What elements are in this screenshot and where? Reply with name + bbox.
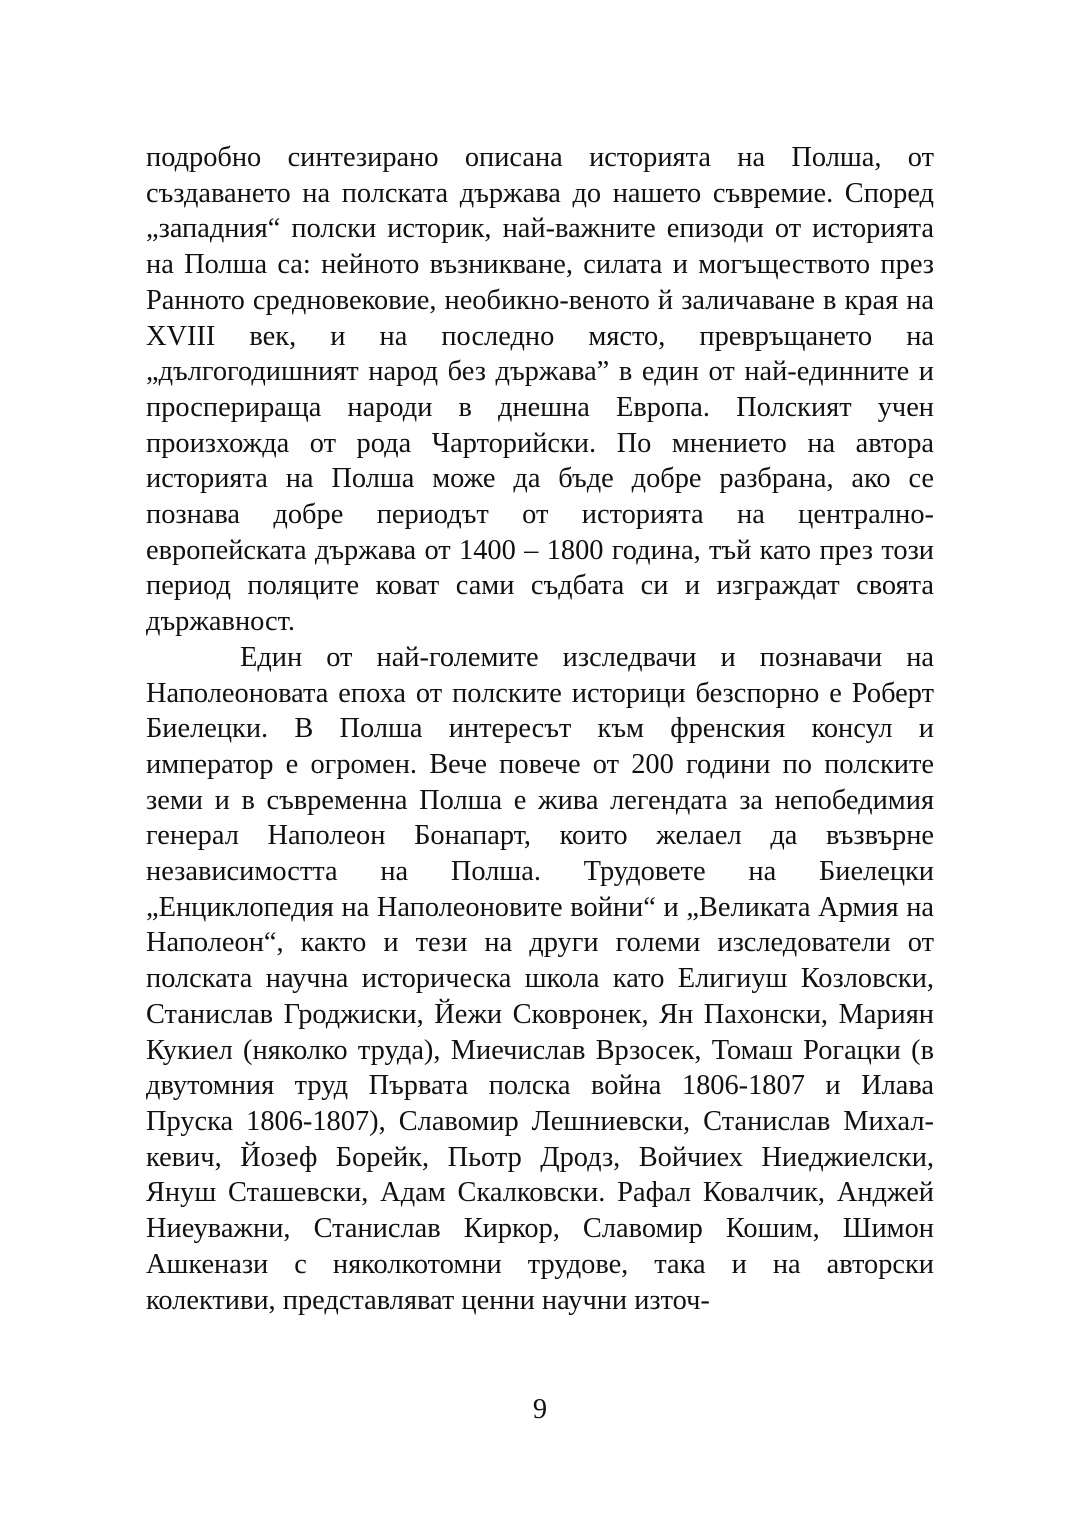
paragraph-continuation: подробно синтезирано описана историята на Полша, от създаването на полската държава до нашето съвремие. Според „западния“ полски историк, най-важните епизоди от историята на Полша са: нейното възникване, силата и могъществото през Ранното средновековие, необикно-веното й заличаване в края на XVIII век, и на последно място, превръщането на „дългогодишният народ без държава” в един от най-единните и просперираща народи в днешна Европа. Полският учен произхожда от рода Чарторийски. По мнението на автора историята на Полша може да бъде добре разбрана, ако се познава добре периодът от историята на централно-европейската държава от 1400 – 1800 година, тъй като през този период поляците коват сами съдбата си и изграждат своята държавност. [146,142,934,638]
body-text [146,140,934,1318]
page-number: 9 [532,1394,548,1425]
paragraph-napoleon-researchers: Един от най-големите изследвачи и познавачи на Наполеоновата епоха от полските историци безспорно е Роберт Биелецки. В Полша интересът към френския консул и император е огромен. Вече повече от 200 години по полските земи и в съвременна Полша е жива легендата за непобедимия генерал Наполеон Бонапарт, които желаел да възвърне независимостта на Полша. Трудовете на Биелецки „Енциклопедия на Наполеоновите войни“ и „Великата Армия на Наполеон“, както и тези на други големи изследователи от полската научна историческа школа като Елигиуш Козловски, Станислав Гроджиски, Йежи Сковронек, Ян Пахонски, Мариян Кукиел (няколко труда), Миечислав Врзосек, Томаш Рогацки (в двутомния труд Първата полска война 1806-1807 и Илава Пруска 1806-1807), Славомир Лешниевски, Станислав Михал-кевич, Йозеф Борейк, Пьотр Дродз, Войчиех Ниеджиелски, Януш Сташевски, Адам Скалковски. Рафал Ковалчик, Анджей Ниеуважни, Станислав Киркор, Славомир Кошим, Шимон Ашкенази с няколкотомни трудове, така и на авторски колективи, представляват ценни научни източ- [146,641,934,1316]
